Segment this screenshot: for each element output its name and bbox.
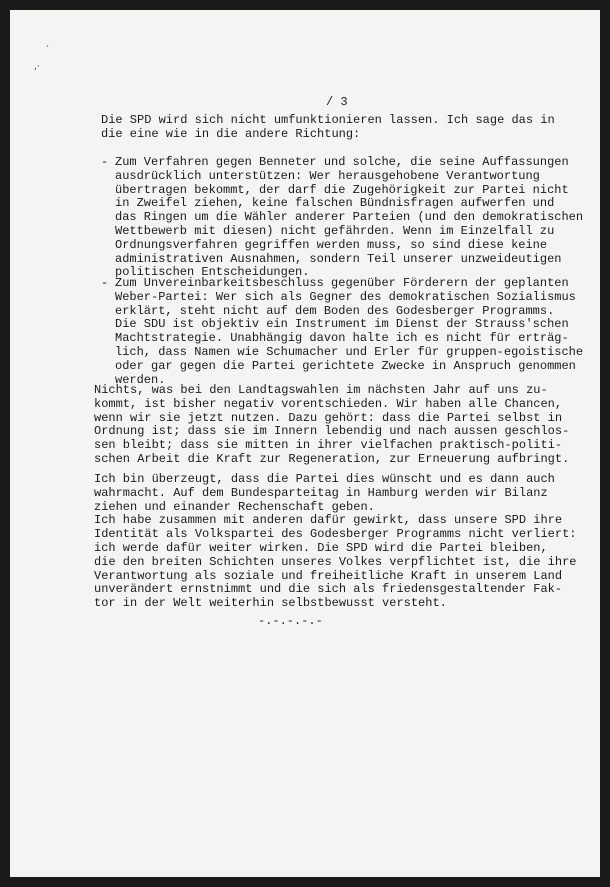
paragraph-3: Ich bin überzeugt, dass die Partei dies wünscht und es dann auch wahrmacht. Auf dem Bundesparteitag in Hamburg werden wir Bilanz ziehen und einander Rechenschaft geben. Ich habe zusammen mit anderen dafür gewirkt, dass unsere SPD ihre Identität als Volkspartei des Godesberger Programms nicht verliert: ich werde dafür weiter wirken. Die SPD wird die Partei bleiben, die den breiten Schichten unseres Volkes verpflichtet ist, die ihre Verantwortung als soziale und freiheitliche Kraft in unserem Land unverändert ernstnimmt und die sich als friedensgestaltender Fak- tor in der Welt weiterhin selbstbewusst versteht. bbox=[94, 472, 577, 611]
document-page bbox=[10, 10, 600, 877]
paragraph-2: Nichts, was bei den Landtagswahlen im nächsten Jahr auf uns zu- kommt, ist bisher negativ vorentschieden. Wir haben alle Chancen, wenn wir sie jetzt nutzen. Dazu gehört: dass die Partei selbst in Ordnung ist; dass sie im Innern lebendig und nach aussen geschlos- sen bleibt; dass sie mitten in ihrer vielfachen praktisch-politi- schen Arbeit die Kraft zur Regeneration, zur Erneuerung aufbringt. bbox=[94, 383, 570, 466]
bullet-item-2: Zum Unvereinbarkeitsbeschluss gegenüber Förderern der geplanten Weber-Partei: Wer sich als Gegner des demokratischen Sozialismus erklärt, steht nicht auf dem Boden des Godesberger Programms. Die SDU ist objektiv ein Instrument im Dienst der Strauss'schen Machtstrategie. Unabhängig davon halte ich es nicht für erträg- lich, dass Namen wie Schumacher und Erler für gruppen-egoistische oder gar gegen die Partei gerichtete Zwecke in Anspruch genommen werden. bbox=[115, 276, 584, 387]
page-number: / 3 bbox=[326, 95, 348, 109]
scan-mark: ,· bbox=[34, 62, 40, 72]
bullet-marker: - bbox=[101, 276, 109, 290]
bullet-marker: - bbox=[101, 155, 109, 169]
end-mark: -.-.-.-.- bbox=[258, 614, 323, 628]
bullet-item-1: Zum Verfahren gegen Benneter und solche, die seine Auffassungen ausdrücklich unterstützen: Wer herausgehobene Verantwortung übertragen bekommt, der darf die Zugehörigkeit zur Partei nicht in Zweifel ziehen, keine falschen Bündnisfragen aufwerfen und das Ringen um die Wähler anderer Parteien (und den demokratischen Wettbewerb mit diesen) nicht gefährden. Wenn im Einzelfall zu Ordnungsverfahren gegriffen werden muss, so sind diese keine administrativen Ausnahmen, sondern Teil unserer unzweideutigen politischen Entscheidungen. bbox=[115, 155, 584, 280]
scan-mark: ˴ bbox=[46, 41, 49, 51]
intro-paragraph: Die SPD wird sich nicht umfunktionieren lassen. Ich sage das in die eine wie in die andere Richtung: bbox=[101, 113, 555, 141]
